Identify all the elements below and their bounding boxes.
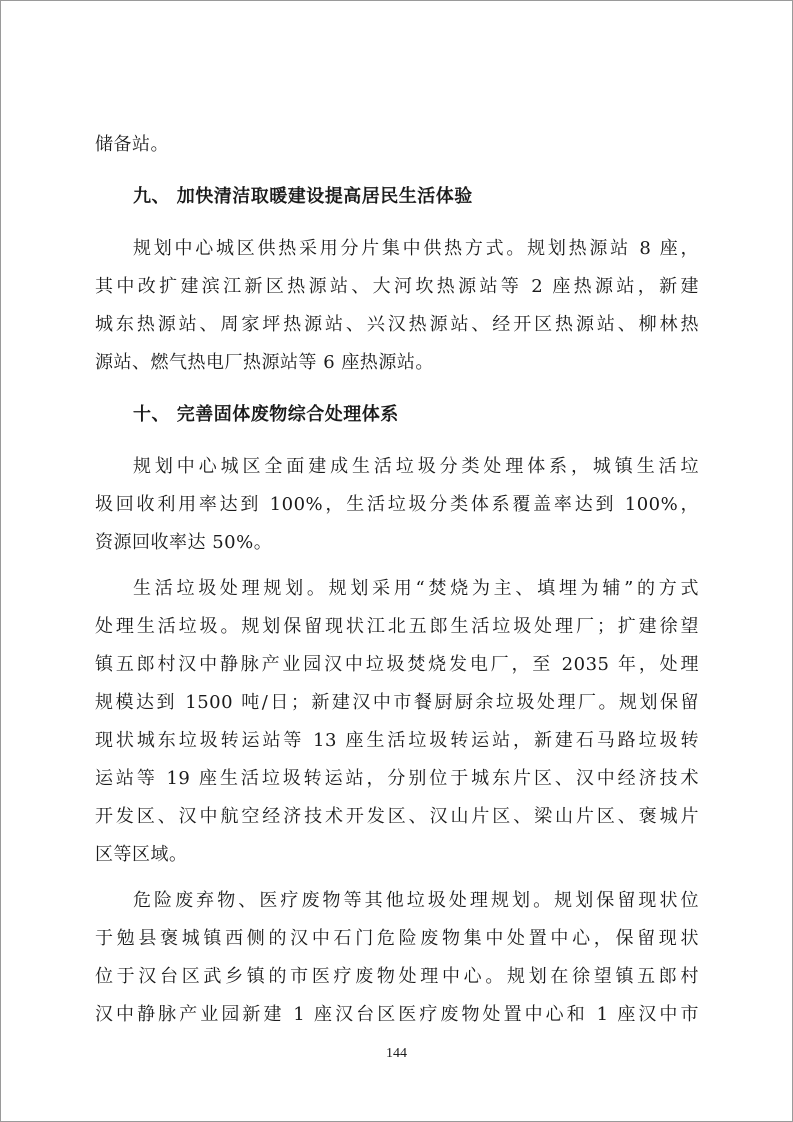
paragraph [95,230,699,382]
page-number: 144 [386,1046,407,1061]
paragraph-line: 开发区、汉中航空经济技术开发区、汉山片区、梁山片区、褒城片 [95,806,699,827]
paragraph-line: 规划中心城区供热采用分片集中供热方式。规划热源站 8 座， [133,238,699,259]
block-gap [95,562,699,570]
document-body [95,126,699,1034]
paragraph-line: 生活垃圾处理规划。规划采用“焚烧为主、填埋为辅”的方式 [133,578,699,599]
section-heading [95,178,699,216]
paragraph-line: 资源回收率达 50%。 [95,532,273,553]
block-gap [95,164,699,178]
heading-text: 九、 加快清洁取暖建设提高居民生活体验 [133,186,473,207]
block-gap [95,874,699,882]
paragraph-line: 储备站。 [95,134,169,155]
paragraph-line: 危险废弃物、医疗废物等其他垃圾处理规划。规划保留现状位 [133,890,699,911]
paragraph-line: 汉中静脉产业园新建 1 座汉台区医疗废物处置中心和 1 座汉中市 [95,1004,699,1025]
paragraph-line: 镇五郎村汉中静脉产业园汉中垃圾焚烧发电厂，至 2035 年，处理 [95,654,699,675]
paragraph-line: 源站、燃气热电厂热源站等 6 座热源站。 [95,352,434,373]
paragraph-line: 其中改扩建滨江新区热源站、大河坎热源站等 2 座热源站，新建 [95,276,699,297]
section-heading [95,396,699,434]
heading-text: 十、 完善固体废物综合处理体系 [133,404,399,425]
paragraph-line: 运站等 19 座生活垃圾转运站，分别位于城东片区、汉中经济技术 [95,768,699,789]
paragraph-line: 处理生活垃圾。规划保留现状江北五郎生活垃圾处理厂；扩建徐望 [95,616,699,637]
block-gap [95,434,699,448]
paragraph [95,126,699,164]
paragraph [95,570,699,874]
block-gap [95,216,699,230]
paragraph-line: 城东热源站、周家坪热源站、兴汉热源站、经开区热源站、柳林热 [95,314,699,335]
paragraph-line: 规划中心城区全面建成生活垃圾分类处理体系，城镇生活垃 [133,456,699,477]
paragraph-line: 规模达到 1500 吨/日；新建汉中市餐厨厨余垃圾处理厂。规划保留 [95,692,699,713]
paragraph-line: 于勉县褒城镇西侧的汉中石门危险废物集中处置中心，保留现状 [95,928,699,949]
paragraph [95,882,699,1034]
paragraph-line: 位于汉台区武乡镇的市医疗废物处理中心。规划在徐望镇五郎村 [95,966,699,987]
paragraph-line: 圾回收利用率达到 100%，生活垃圾分类体系覆盖率达到 100%， [95,494,699,515]
paragraph [95,448,699,562]
paragraph-line: 现状城东垃圾转运站等 13 座生活垃圾转运站，新建石马路垃圾转 [95,730,699,751]
paragraph-line: 区等区域。 [95,844,188,865]
block-gap [95,382,699,396]
